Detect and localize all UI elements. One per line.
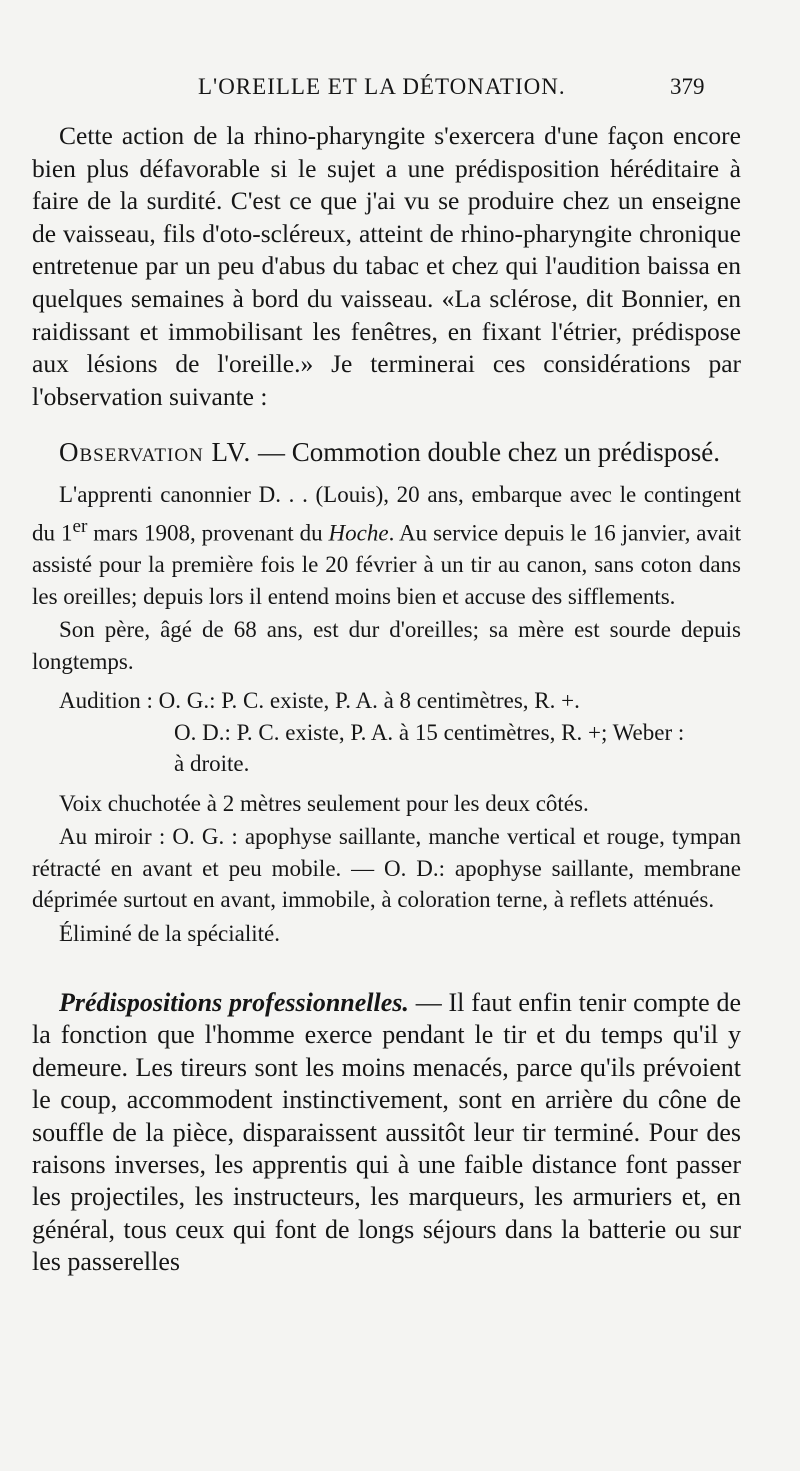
section-title: Prédispositions professionnelles. <box>59 988 409 1017</box>
case-text-b: mars 1908, provenant du <box>87 520 329 546</box>
body-text <box>32 120 741 1279</box>
page-number: 379 <box>670 74 705 99</box>
audition-weber: à droite. <box>174 751 250 776</box>
observation-label: Observation LV. <box>59 437 252 468</box>
observation-voix: Voix chuchotée à 2 mètres seulement pour les deux côtés. <box>59 790 589 816</box>
audition-block <box>32 685 741 780</box>
section-professional <box>32 987 741 1279</box>
observation-title: — Commotion double chez un prédisposé. <box>251 437 720 468</box>
observation-family: Son père, âgé de 68 ans, est dur d'oreilles; sa mère est sourde depuis longtemps. <box>32 617 741 674</box>
observation-heading <box>32 435 741 469</box>
observation-elimine: Éliminé de la spécialité. <box>59 920 280 946</box>
section-text: — Il faut enfin tenir compte de la fonction que l'homme exerce pendant le tir et du temps qu'il y demeure. Les tireurs sont les moins menacés, parce qu'ils prévoient le coup, accommodent instinctivement, sont en arrière du cône de souffle de la pièce, disparaissent aussitôt leur tir terminé. Pour des raisons inverses, les apprentis qui à une faible distance font passer les projectiles, les instructeurs, les marqueurs, les armuriers et, en général, tous ceux qui font de longs séjours dans la batterie ou sur les passerelles <box>32 988 741 1277</box>
observation-case <box>32 479 741 612</box>
audition-left: Audition : O. G.: P. C. existe, P. A. à 8 centimètres, R. +. <box>59 688 580 713</box>
audition-right: O. D.: P. C. existe, P. A. à 15 centimètres, R. +; Weber : <box>174 719 685 745</box>
case-text-a: L'apprenti canonnier D. . . (Louis), 20 ans, embarque avec le contingent du 1 <box>32 482 741 546</box>
ship-name: Hoche <box>328 520 389 546</box>
case-text-c: . Au service depuis le 16 janvier, avait assisté pour la première fois le 20 février à un tir au canon, sans coton dans les oreilles; depuis lors il entend moins bien et accuse des sifflements. <box>32 520 741 609</box>
running-head: L'OREILLE ET LA DÉTONATION. <box>198 74 566 99</box>
page-header <box>0 74 800 114</box>
case-superscript: er <box>72 515 88 537</box>
observation-miroir: Au miroir : O. G. : apophyse saillante, manche vertical et rouge, tympan rétracté en avant et peu mobile. — O. D.: apophyse saillante, membrane déprimée surtout en avant, immobile, à coloration terne, à reflets atténués. <box>32 824 741 912</box>
paragraph-rhino-pharyngite: Cette action de la rhino-pharyngite s'exercera d'une façon encore bien plus défavorable si le sujet a une prédisposition héréditaire à faire de la surdité. C'est ce que j'ai vu se produire chez un enseigne de vaisseau, fils d'oto-scléreux, atteint de rhino-pharyngite chronique entretenue par un peu d'abus du tabac et chez qui l'audition baissa en quelques semaines à bord du vaisseau. «La sclérose, dit Bonnier, en raidissant et immobilisant les fenêtres, en fixant l'étrier, prédispose aux lésions de l'oreille.» Je terminerai ces considérations par l'observation suivante : <box>32 121 741 411</box>
